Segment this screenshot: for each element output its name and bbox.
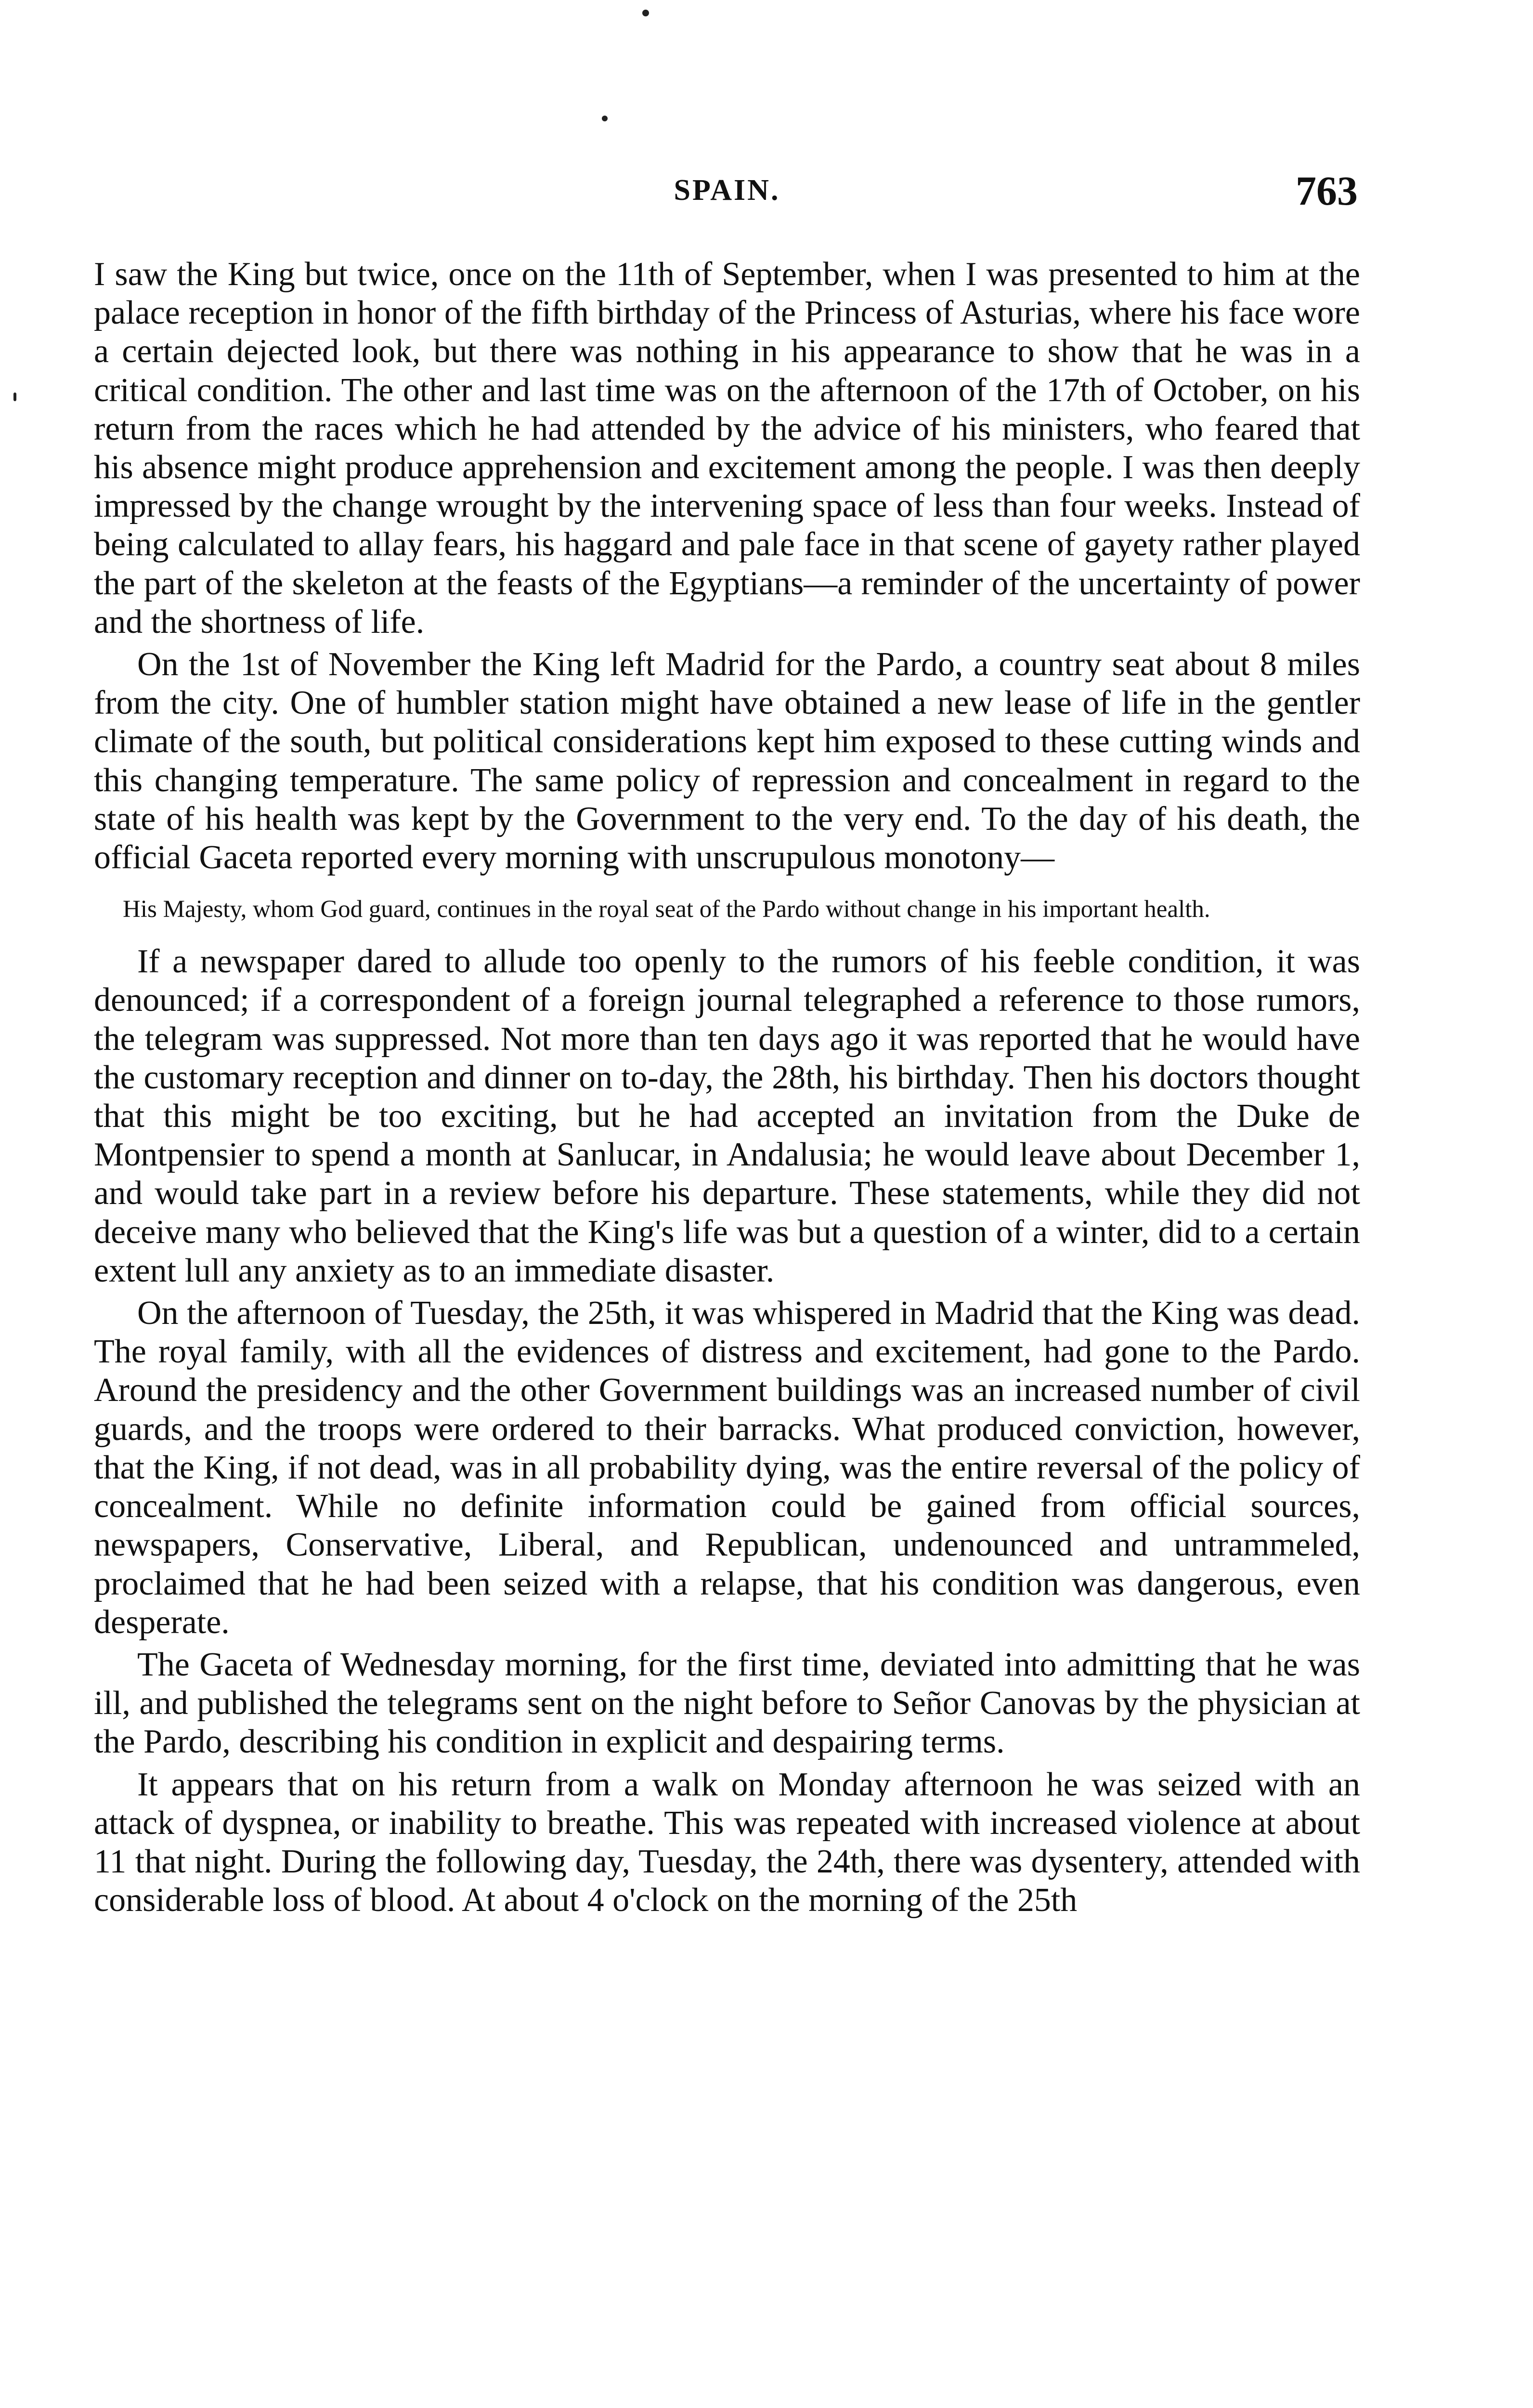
page-number: 763 (1296, 168, 1358, 214)
running-head: SPAIN. (674, 174, 780, 207)
block-quote: His Majesty, whom God guard, continues in the royal seat of the Pardo without change in his important health. (123, 896, 1210, 923)
scan-speck-margin (13, 393, 16, 401)
paragraph: If a newspaper dared to allude too openly to the rumors of his feeble condition, it was denounced; if a correspondent of a foreign journal telegraphed a reference to those rumors, the telegram was suppressed. Not more than ten days ago it was reported that he would have the customary reception and dinner on to-day, the 28th, his birthday. Then his doctors thought that this might be too exciting, but he had accepted an invitation from the Duke de Montpensier to spend a month at Sanlucar, in Andalusia; he would leave about December 1, and would take part in a review before his departure. These statements, while they did not deceive many who believed that the King's life was but a question of a winter, did to a certain extent lull any anxiety as to an immediate disaster. (94, 943, 1360, 1289)
page-header (96, 168, 1358, 226)
paragraph: It appears that on his return from a walk on Monday afternoon he was seized with an attack of dyspnea, or inability to breathe. This was repeated with increased violence at about 11 that night. During the following day, Tuesday, the 24th, there was dysentery, attended with considerable loss of blood. At about 4 o'clock on the morning of the 25th (94, 1766, 1360, 1919)
scan-speck-upper (602, 116, 608, 121)
paragraph: On the 1st of November the King left Madrid for the Pardo, a country seat about 8 miles from the city. One of humbler station might have obtained a new lease of life in the gentler climate of the south, but political considerations kept him exposed to these cutting winds and this changing temperature. The same policy of repression and concealment in regard to the state of his health was kept by the Government to the very end. To the day of his death, the official Gaceta reported every morning with unscrupulous monotony— (94, 646, 1360, 877)
body-text (94, 255, 1360, 1920)
paragraph: The Gaceta of Wednesday morning, for the first time, deviated into admitting that he was ill, and published the telegrams sent on the night before to Señor Canovas by the physician at the Pardo, describing his condition in explicit and despairing terms. (94, 1646, 1360, 1761)
paragraph: On the afternoon of Tuesday, the 25th, it was whispered in Madrid that the King was dead. The royal family, with all the evidences of distress and excitement, had gone to the Pardo. Around the presidency and the other Government buildings was an increased number of civil guards, and the troops were ordered to their barracks. What produced conviction, however, that the King, if not dead, was in all probability dying, was the entire reversal of the policy of concealment. While no definite information could be gained from official sources, newspapers, Conservative, Liberal, and Republican, undenounced and untrammeled, proclaimed that he had been seized with a relapse, that his condition was dangerous, even desperate. (94, 1295, 1360, 1641)
scan-speck-top (642, 10, 649, 16)
paragraph: I saw the King but twice, once on the 11th of September, when I was presented to him at the palace reception in honor of the fifth birthday of the Princess of Asturias, where his face wore a certain dejected look, but there was nothing in his appearance to show that he was in a critical condition. The other and last time was on the afternoon of the 17th of October, on his return from the races which he had attended by the advice of his ministers, who feared that his absence might produce apprehension and excitement among the people. I was then deeply impressed by the change wrought by the intervening space of less than four weeks. Instead of being calculated to allay fears, his haggard and pale face in that scene of gayety rather played the part of the skeleton at the feasts of the Egyptians—a reminder of the uncertainty of power and the shortness of life. (94, 256, 1360, 641)
